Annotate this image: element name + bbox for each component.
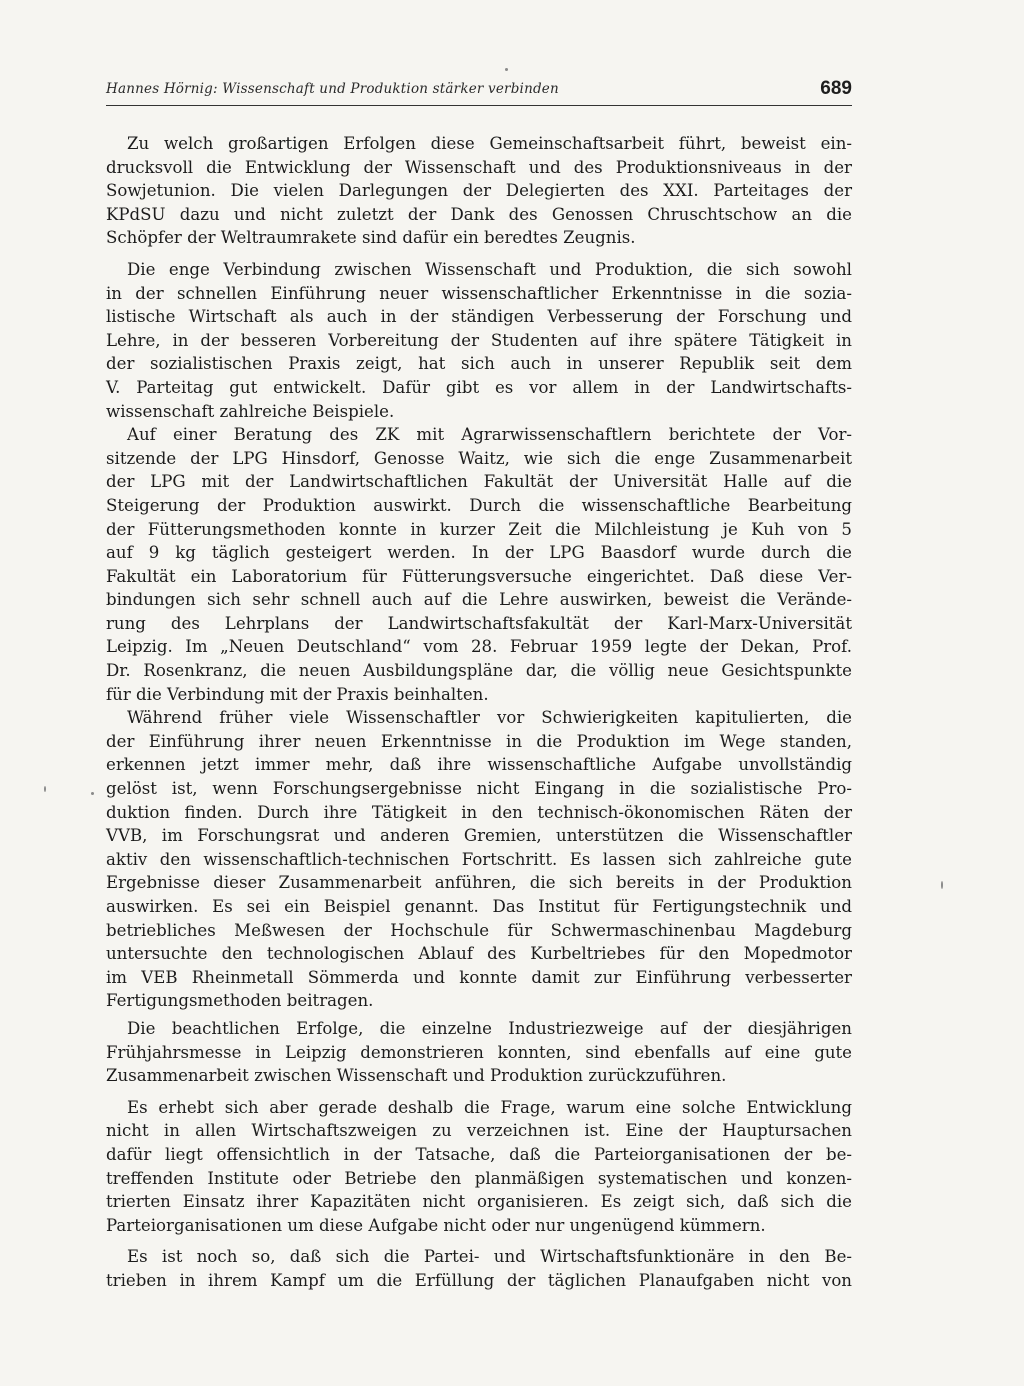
text-line: betriebliches Meßwesen der Hochschule für Schwermaschinenbau Magdeburg: [106, 920, 852, 940]
text-line: der LPG mit der Landwirtschaftlichen Fakultät der Universität Halle auf die: [106, 472, 852, 492]
page-number: 689: [820, 78, 852, 99]
text-line: auswirken. Es sei ein Beispiel genannt. Das Institut für Fertigungstechnik und: [106, 897, 852, 916]
text-line: der sozialistischen Praxis zeigt, hat sich auch in unserer Republik seit dem: [106, 354, 852, 374]
text-line: Die beachtlichen Erfolge, die einzelne Industriezweige auf der diesjährigen: [127, 1018, 852, 1038]
running-header: [106, 78, 852, 105]
text-line: drucksvoll die Entwicklung der Wissenschaft und des Produktionsniveaus in der: [106, 157, 852, 177]
text-line: bindungen sich sehr schnell auch auf die Lehre auswirken, beweist die Verände-: [106, 590, 852, 610]
text-line: wissenschaft zahlreiche Beispiele.: [106, 401, 395, 421]
body-text: [106, 132, 852, 1293]
text-line: trierten Einsatz ihrer Kapazitäten nicht organisieren. Es zeigt sich, daß sich die: [106, 1192, 852, 1212]
text-line: V. Parteitag gut entwickelt. Dafür gibt es vor allem in der Landwirtschafts-: [106, 377, 852, 397]
text-line: untersuchte den technologischen Ablauf des Kurbeltriebes für den Mopedmotor: [106, 944, 852, 964]
paragraph-5: [106, 1017, 852, 1088]
text-line: erkennen jetzt immer mehr, daß ihre wissenschaftliche Aufgabe unvollständig: [106, 755, 852, 775]
text-line: in der schnellen Einführung neuer wissenschaftlicher Erkenntnisse in die sozia-: [106, 283, 852, 303]
text-line: treffenden Institute oder Betriebe den planmäßigen systematischen und konzen-: [106, 1168, 852, 1188]
text-line: Schöpfer der Weltraumrakete sind dafür ein beredtes Zeugnis.: [106, 228, 636, 248]
scan-speck: [505, 68, 508, 71]
text-line: im VEB Rheinmetall Sömmerda und konnte damit zur Einführung verbesserter: [106, 967, 852, 987]
text-line: sitzende der LPG Hinsdorf, Genosse Waitz, wie sich die enge Zusammenarbeit: [106, 448, 852, 468]
text-line: dafür liegt offensichtlich in der Tatsache, daß die Parteiorganisationen der be-: [106, 1144, 852, 1164]
text-line: Steigerung der Produktion auswirkt. Durch die wissenschaftliche Bearbeitung: [106, 495, 852, 515]
scan-speck: [44, 786, 46, 792]
text-line: Sowjetunion. Die vielen Darlegungen der Delegierten des XXI. Parteitages der: [106, 181, 852, 201]
text-line: rung des Lehrplans der Landwirtschaftsfakultät der Karl-Marx-Universität: [106, 613, 852, 633]
text-line: auf 9 kg täglich gesteigert werden. In der LPG Baasdorf wurde durch die: [106, 543, 852, 563]
text-line: duktion finden. Durch ihre Tätigkeit in den technisch-ökonomischen Räten der: [106, 802, 852, 822]
text-line: Zu welch großartigen Erfolgen diese Gemeinschaftsarbeit führt, beweist ein-: [127, 134, 852, 153]
text-line: Zusammenarbeit zwischen Wissenschaft und Produktion zurückzuführen.: [106, 1066, 727, 1086]
text-line: der Einführung ihrer neuen Erkenntnisse in die Produktion im Wege standen,: [106, 731, 852, 751]
text-line: KPdSU dazu und nicht zuletzt der Dank des Genossen Chruschtschow an die: [106, 204, 852, 224]
paragraph-7: [106, 1245, 852, 1292]
paragraph-3: [106, 423, 852, 706]
text-line: Parteiorganisationen um diese Aufgabe nicht oder nur ungenügend kümmern.: [106, 1215, 766, 1235]
text-line: Während früher viele Wissenschaftler vor Schwierigkeiten kapitulierten, die: [127, 708, 852, 728]
text-line: Es erhebt sich aber gerade deshalb die Frage, warum eine solche Entwicklung: [127, 1097, 852, 1117]
text-line: VVB, im Forschungsrat und anderen Gremien, unterstützen die Wissenschaftler: [106, 826, 852, 846]
paragraph-1: [106, 132, 852, 250]
text-line: nicht in allen Wirtschaftszweigen zu verzeichnen ist. Eine der Hauptursachen: [106, 1121, 852, 1141]
text-line: der Fütterungsmethoden konnte in kurzer Zeit die Milchleistung je Kuh von 5: [106, 519, 852, 539]
text-line: Die enge Verbindung zwischen Wissenschaft und Produktion, die sich sowohl: [127, 259, 852, 279]
paragraph-2: [106, 258, 852, 423]
text-line: listische Wirtschaft als auch in der ständigen Verbesserung der Forschung und: [106, 307, 852, 327]
header-rule: [106, 105, 852, 106]
text-line: Frühjahrsmesse in Leipzig demonstrieren konnten, sind ebenfalls auf eine gute: [106, 1042, 852, 1062]
text-line: trieben in ihrem Kampf um die Erfüllung der täglichen Planaufgaben nicht von: [106, 1270, 852, 1290]
scan-speck: [91, 792, 94, 795]
text-line: Fertigungsmethoden beitragen.: [106, 991, 374, 1011]
text-line: aktiv den wissenschaftlich-technischen Fortschritt. Es lassen sich zahlreiche gute: [106, 849, 852, 869]
scan-speck: [941, 881, 943, 889]
text-line: Lehre, in der besseren Vorbereitung der Studenten auf ihre spätere Tätigkeit in: [106, 330, 852, 350]
text-line: Auf einer Beratung des ZK mit Agrarwissenschaftlern berichtete der Vor-: [127, 425, 852, 445]
text-line: Fakultät ein Laboratorium für Fütterungsversuche eingerichtet. Daß diese Ver-: [106, 566, 852, 586]
paragraph-6: [106, 1096, 852, 1238]
text-line: Es ist noch so, daß sich die Partei- und Wirtschaftsfunktionäre in den Be-: [127, 1247, 852, 1267]
text-line: Leipzig. Im „Neuen Deutschland“ vom 28. Februar 1959 legte der Dekan, Prof.: [106, 637, 852, 657]
text-line: Dr. Rosenkranz, die neuen Ausbildungspläne dar, die völlig neue Gesichtspunkte: [106, 661, 852, 681]
text-line: Ergebnisse dieser Zusammenarbeit anführen, die sich bereits in der Produktion: [106, 873, 852, 893]
paragraph-4: [106, 706, 852, 1013]
text-line: für die Verbindung mit der Praxis beinhalten.: [106, 684, 489, 704]
text-line: gelöst ist, wenn Forschungsergebnisse nicht Eingang in die sozialistische Pro-: [106, 779, 852, 799]
running-title: Hannes Hörnig: Wissenschaft und Produktion stärker verbinden: [106, 81, 559, 97]
